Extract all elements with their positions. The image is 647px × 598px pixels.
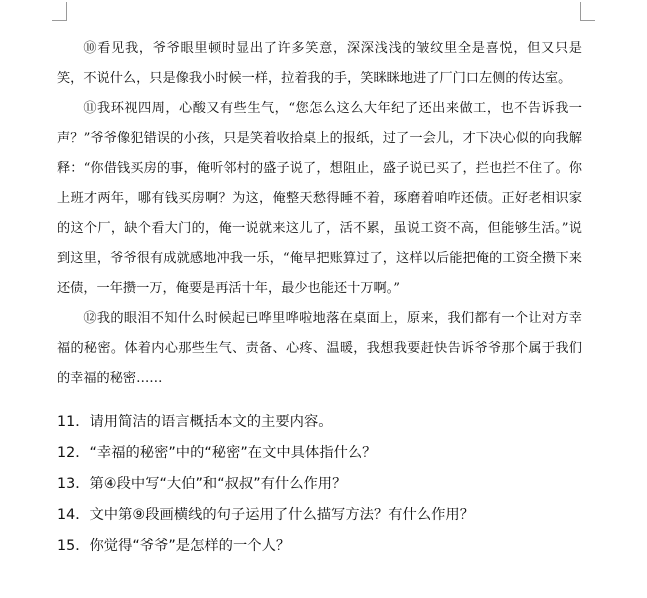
paragraph-11: ⑪我环视四周，心酸又有些生气，“您怎么这么大年纪了还出来做工，也不告诉我一声？”爷爷像犯错误的小孩，只是笑着收拾桌上的报纸，过了一会儿，才下决心似的向我解释：“你借钱买房的事，俺听邻村的盛子说了，想阻止，盛子说已买了，拦也拦不住了。你上班才两年，哪有钱买房啊？为这，俺整天愁得睡不着，琢磨着咱咋还债。正好老相识家的这个厂，缺个看大门的，俺一说就来这儿了，活不累，虽说工资不高，但能够生活。”说到这里，爷爷很有成就感地冲我一乐，“俺早把账算过了，这样以后能把俺的工资全攒下来还债，一年攒一万，俺要是再活十年，最少也能还十万啊。” [57, 101, 582, 296]
reading-passage [57, 34, 582, 394]
paragraph-10: ⑩看见我，爷爷眼里顿时显出了许多笑意，深深浅浅的皱纹里全是喜悦，但又只是笑，不说什么，只是像我小时候一样，拉着我的手，笑眯眯地进了厂门口左侧的传达室。 [57, 41, 582, 86]
page-corner-mark-right [580, 2, 595, 21]
page-corner-mark-left [52, 2, 67, 21]
question-list [57, 407, 597, 562]
question-11: 11．请用简洁的语言概括本文的主要内容。 [57, 414, 333, 430]
question-12: 12．“幸福的秘密”中的“秘密”在文中具体指什么？ [57, 445, 377, 461]
question-13: 13．第④段中写“大伯”和“叔叔”有什么作用？ [57, 476, 347, 492]
question-14: 14．文中第⑨段画横线的句子运用了什么描写方法？有什么作用？ [57, 507, 475, 523]
paragraph-12: ⑫我的眼泪不知什么时候起已哗里哗啦地落在桌面上，原来，我们都有一个让对方幸福的秘密。体着内心那些生气、责备、心疼、温暖，我想我要赶快告诉爷爷那个属于我们的幸福的秘密…… [57, 311, 582, 386]
question-15: 15．你觉得“爷爷”是怎样的一个人？ [57, 538, 291, 554]
